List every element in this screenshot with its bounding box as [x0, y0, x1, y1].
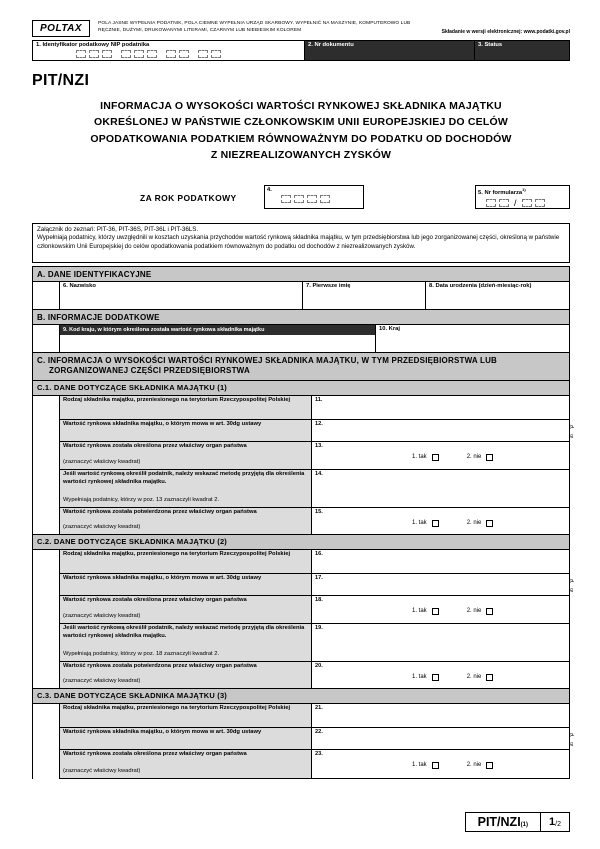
option-yes [412, 454, 439, 461]
checkbox-no[interactable] [486, 454, 493, 461]
form-code-title: PIT/NZI [32, 72, 90, 89]
option-no [467, 762, 494, 769]
option-no [467, 608, 494, 615]
section-a-row [59, 282, 569, 309]
row-label: Wartość rynkowa składnika majątku, o którym mowa w art. 30dg ustawy [63, 575, 262, 582]
form-title-line: OPODATKOWANIA PODATKIEM RÓWNOWAŻNYM DO PODATKU OD DOCHODÓW [90, 132, 512, 145]
checkbox-no[interactable] [486, 608, 493, 615]
section-a-header: A. DANE IDENTYFIKACYJNE [33, 267, 569, 282]
field-number: 23. [315, 751, 323, 758]
field-number: 13. [315, 443, 323, 450]
status-label: 3. Status [478, 42, 503, 48]
row-note: Wypełniają podatnicy, którzy w poz. 18 zaznaczyli kwadrat 2. [63, 650, 220, 657]
country-code-label: 9. Kod kraju, w którym określona została wartość rynkowa składnika majątku [60, 325, 375, 335]
value-determined-row [59, 596, 569, 624]
birthdate-label: 8. Data urodzenia (dzień-miesiąc-rok) [429, 283, 532, 290]
field-number: 14. [315, 471, 323, 478]
attachment-line: Załącznik do zeznań: PIT-36, PIT-36S, PIT-36L i PIT-36LS. [37, 226, 199, 234]
field-number: 17. [315, 575, 323, 582]
option-yes [412, 674, 439, 681]
checkbox-options [412, 608, 493, 615]
field-number: 20. [315, 663, 323, 670]
checkbox-options [412, 674, 493, 681]
row-note: (zaznaczyć właściwy kwadrat) [63, 458, 141, 465]
form-number-label: 5. Nr formularza$^{1)}$ [478, 187, 526, 196]
row-label: Rodzaj składnika majątku, przeniesionego na terytorium Rzeczypospolitej Polskiej [63, 397, 291, 404]
value-confirmed-cell [312, 662, 569, 688]
valuation-method-input-cell[interactable] [312, 470, 569, 507]
country-label: 10. Kraj [379, 326, 400, 333]
asset-kind-input-cell[interactable] [312, 396, 569, 419]
field-number: 11. [315, 397, 323, 404]
row-note: (zaznaczyć właściwy kwadrat) [63, 612, 141, 619]
section-b-header: B. INFORMACJE DODATKOWE [33, 310, 569, 325]
asset-value-row [59, 420, 575, 442]
checkbox-no[interactable] [486, 520, 493, 527]
subsection-c2-header: C.2. DANE DOTYCZĄCE SKŁADNIKA MAJĄTKU (2) [33, 534, 569, 550]
form-title-line: INFORMACJA O WYSOKOŚCI WARTOŚCI RYNKOWEJ SKŁADNIKA MAJĄTKU [100, 100, 502, 112]
option-yes [412, 520, 439, 527]
value-confirmed-cell [312, 508, 569, 534]
field-number: 12. [315, 421, 323, 428]
section-c-header: C. INFORMACJA O WYSOKOŚCI WARTOŚCI RYNKOWEJ SKŁADNIKA MAJĄTKU, W TYM PRZEDSIĘBIORSTWA LUB ZORGANIZOWANEJ CZĘŚCI PRZEDSIĘBIORSTWA [33, 353, 569, 381]
document-number-label: 2. Nr dokumentu [308, 42, 354, 48]
asset-value-input-cell[interactable] [312, 728, 569, 749]
row-label-cell [60, 596, 312, 623]
form-title-line: Z NIEZREALIZOWANYCH ZYSKÓW [210, 148, 392, 161]
subsection-c1-table [59, 396, 575, 535]
row-label-cell [60, 704, 312, 727]
form-title-line: OKREŚLONEJ W PAŃSTWIE CZŁONKOWSKIM UNII EUROPEJSKIEJ DO CELÓW [94, 116, 508, 129]
currency-unit-label: zł, gr [569, 578, 575, 592]
page-total: 2 [557, 821, 561, 828]
option-no-label: 2. nie [466, 520, 482, 527]
option-no [467, 454, 494, 461]
page-separator: / [555, 821, 558, 828]
asset-value-row [59, 574, 575, 596]
row-label: Wartość rynkowa została określona przez właściwy organ państwa [63, 597, 247, 604]
efiling-note: Składanie w wersji elektronicznej: www.podatki.gov.pl [441, 29, 570, 35]
option-yes-label: 1. tak [412, 762, 427, 769]
value-determined-row [59, 442, 569, 470]
subsection-c1-header: C.1. DANE DOTYCZĄCE SKŁADNIKA MAJĄTKU (1) [33, 380, 569, 396]
nip-field[interactable] [33, 41, 305, 60]
row-label: Jeśli wartość rynkową określił podatnik, należy wskazać metodę przyjętą dla określenia wartości rynkowej składnika majątku. [63, 625, 305, 639]
value-confirmed-row [59, 508, 569, 535]
valuation-method-input-cell[interactable] [312, 624, 569, 661]
row-label-cell [60, 750, 312, 778]
form-number-field[interactable] [475, 185, 570, 209]
row-label-cell [60, 470, 312, 507]
row-note: (zaznaczyć właściwy kwadrat) [63, 767, 141, 774]
currency-unit-label: zł, gr [569, 732, 575, 746]
form-code-footer-text: PIT/NZI [477, 815, 521, 829]
poltax-logo: POLTAX [32, 20, 90, 37]
status-field[interactable] [475, 41, 569, 60]
form-version: (1) [520, 822, 529, 828]
slash-separator: / [514, 197, 517, 208]
value-determined-cell [312, 596, 569, 623]
field-number: 18. [315, 597, 323, 604]
row-label: Rodzaj składnika majątku, przeniesionego na terytorium Rzeczypospolitej Polskiej [63, 551, 291, 558]
checkbox-options [412, 762, 493, 769]
section-a [32, 266, 570, 310]
option-yes-label: 1. tak [412, 454, 427, 461]
value-determined-cell [312, 442, 569, 469]
asset-value-row [59, 728, 575, 750]
row-label: Wartość rynkowa została potwierdzona przez właściwy organ państwa [63, 509, 257, 516]
row-label: Wartość rynkowa składnika majątku, o którym mowa w art. 30dg ustawy [63, 421, 262, 428]
tax-year-row [32, 185, 570, 210]
row-label: Wartość rynkowa została określona przez właściwy organ państwa [63, 751, 247, 758]
checkbox-no[interactable] [486, 762, 493, 769]
option-no-label: 2. nie [466, 762, 482, 769]
field-number: 22. [315, 729, 323, 736]
section-c [32, 352, 575, 779]
row-note: (zaznaczyć właściwy kwadrat) [63, 523, 141, 530]
row-label-cell [60, 574, 312, 595]
row-label: Wartość rynkowa składnika majątku, o którym mowa w art. 30dg ustawy [63, 729, 262, 736]
option-no-label: 2. nie [466, 674, 482, 681]
option-yes-label: 1. tak [412, 520, 427, 527]
row-label-cell [60, 396, 312, 419]
checkbox-options [412, 520, 493, 527]
currency-unit-label: zł, gr [569, 424, 575, 438]
value-determined-row [59, 750, 569, 779]
option-no [467, 674, 494, 681]
page-indicator [540, 812, 570, 832]
form-number-comb-input[interactable] [486, 198, 569, 208]
row-label-cell [60, 442, 312, 469]
form-code-footer [465, 812, 541, 832]
row-label-cell [60, 728, 312, 749]
document-number-field[interactable] [305, 41, 475, 60]
field-number: 15. [315, 509, 323, 516]
firstname-field[interactable] [303, 282, 426, 309]
subsection-c3-table [59, 704, 575, 779]
row-label: Rodzaj składnika majątku, przeniesionego na terytorium Rzeczypospolitej Polskiej [63, 705, 291, 712]
form-title [32, 98, 570, 163]
option-yes [412, 608, 439, 615]
field-number: 21. [315, 705, 323, 712]
value-determined-cell [312, 750, 569, 778]
option-yes [412, 762, 439, 769]
row-label-cell [60, 662, 312, 688]
checkbox-yes[interactable] [432, 608, 439, 615]
valuation-method-row [59, 470, 569, 508]
nip-field-label: 1. Identyfikator podatkowy NIP podatnika [36, 42, 150, 48]
subsection-c3-header: C.3. DANE DOTYCZĄCE SKŁADNIKA MAJĄTKU (3) [33, 688, 569, 704]
field-number: 19. [315, 625, 323, 632]
tax-year-label: ZA ROK PODATKOWY [140, 193, 237, 204]
checkbox-yes[interactable] [432, 520, 439, 527]
row-label: Wartość rynkowa została potwierdzona przez właściwy organ państwa [63, 663, 257, 670]
subsection-c2-table [59, 550, 575, 689]
birthdate-field[interactable] [426, 282, 569, 309]
row-label-cell [60, 624, 312, 661]
field-number: 16. [315, 551, 323, 558]
checkbox-no[interactable] [486, 674, 493, 681]
country-code-field[interactable] [60, 325, 376, 352]
row-label-cell [60, 550, 312, 573]
option-yes-label: 1. tak [412, 674, 427, 681]
asset-kind-input-cell[interactable] [312, 550, 569, 573]
asset-kind-row [59, 396, 569, 420]
asset-value-input-cell[interactable] [312, 420, 569, 441]
value-confirmed-row [59, 662, 569, 689]
checkbox-yes[interactable] [432, 762, 439, 769]
surname-field[interactable] [60, 282, 303, 309]
checkbox-yes[interactable] [432, 674, 439, 681]
section-b [32, 309, 570, 353]
row-note: Wypełniają podatnicy, którzy w poz. 13 zaznaczyli kwadrat 2. [63, 496, 220, 503]
row-note: (zaznaczyć właściwy kwadrat) [63, 677, 141, 684]
attachment-notice [32, 223, 570, 263]
filling-instructions: POLA JASNE WYPEŁNIA PODATNIK, POLA CIEMNE WYPEŁNIA URZĄD SKARBOWY. WYPEŁNIĆ NA MASZYNIE, KOMPUTEROWO LUB RĘCZNIE, DUŻYMI, DRUKOWANYMI LITERAMI, CZARNYM LUB NIEBIESKIM KOLOREM [98, 21, 411, 33]
country-field[interactable] [376, 325, 569, 352]
checkbox-options [412, 454, 493, 461]
row-label-cell [60, 420, 312, 441]
identification-row [32, 40, 570, 61]
footnote-marker: 1) [522, 187, 526, 193]
nip-comb-input[interactable] [76, 50, 301, 58]
tax-year-field-number: 4. [267, 187, 272, 194]
asset-value-input-cell[interactable] [312, 574, 569, 595]
notice-body: Wypełniają podatnicy, którzy uwzględnili w kosztach uzyskania przychodów wartość rynkową składnika majątku, w tym przedsiębiorstwa lub jego zorganizowanej części, określoną w państwie członkowskim Unii Europejskiej do celów opodatkowania podatkiem równoważnym do podatku od dochodów z niezrealizowanych zysków. [37, 234, 560, 250]
asset-kind-row [59, 550, 569, 574]
valuation-method-row [59, 624, 569, 662]
top-bar [32, 20, 570, 37]
option-no [467, 520, 494, 527]
page-footer [465, 812, 570, 832]
surname-label: 6. Nazwisko [63, 283, 96, 290]
tax-year-field[interactable] [264, 185, 364, 209]
firstname-label: 7. Pierwsze imię [306, 283, 351, 290]
asset-kind-row [59, 704, 569, 728]
page-current: 1 [549, 816, 556, 828]
row-label: Wartość rynkowa została określona przez właściwy organ państwa [63, 443, 247, 450]
section-b-row [59, 325, 569, 352]
row-label: Jeśli wartość rynkową określił podatnik, należy wskazać metodę przyjętą dla określenia wartości rynkowej składnika majątku. [63, 471, 305, 485]
option-no-label: 2. nie [466, 454, 482, 461]
asset-kind-input-cell[interactable] [312, 704, 569, 727]
tax-year-comb-input[interactable] [281, 195, 363, 203]
checkbox-yes[interactable] [432, 454, 439, 461]
option-no-label: 2. nie [466, 608, 482, 615]
row-label-cell [60, 508, 312, 534]
option-yes-label: 1. tak [412, 608, 427, 615]
